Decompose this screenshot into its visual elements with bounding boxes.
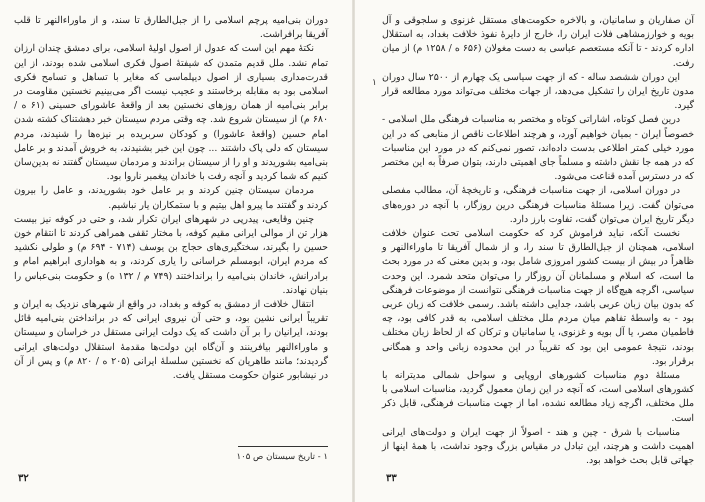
right-paragraph-2: این دوران ششصد ساله - که از جهت سیاسی یک چهارم از ۲۵۰۰ سال دوران مدون تاریخ ایران را تشکیل می‌دهد، از جهات مختلف می‌تواند مورد مطالعه قرار گیرد. [382, 71, 694, 112]
left-paragraph-4: چنین وقایعی، پیدرپی در شهرهای ایران تکرار شد، و حتی در کوفه نیز بیست هزار تن از موالی ایرانی مقیم کوفه، با مختار ثقفی همراهی کردند تا انتقام خون حسین را بگیرند، سختگیری‌های حجاج بن یوسف (۷۱۴ - ۶۹۴ م) و طولی نکشید که مردم ایران، ابومسلم خراسانی را یاری کردند، و به هواداری ابراهیم امام و برادرانش، خاندان بنی‌امیه را برانداختند (۷۴۹ م / ۱۳۲ ه) و حکومت بنی‌عباس را بنیان نهادند. [14, 213, 329, 296]
right-paragraph-4: در دوران اسلامی، از جهت مناسبات فرهنگی، و تاریخچهٔ آن، مطالب مفصلی می‌توان گفت. زیرا مسئلهٔ مناسبات فرهنگی درین روزگار، با آنچه در دوره‌های دیگر تاریخ ایران می‌توان گفت، تفاوت بارز دارد. [382, 185, 694, 225]
right-paragraph-7: مناسبات با شرق - چین و هند - اصولاً از جهت ایران و دولت‌های ایرانی اهمیت داشت و هرچند، این تبادل در مقیاس بزرگ وجود نداشت، با همهٔ اینها از جهاتی قابل بحث خواهد بود. [382, 426, 694, 467]
right-paragraph-3: درین فصل کوتاه، اشاراتی کوتاه و مختصر به مناسبات فرهنگی ملل اسلامی - خصوصاً ایران - بمیان خواهیم آورد، و هرچند اطلاعات ناقص از منابعی که در این مورد خیلی کمتر اطلاعی بدست داده‌اند، تصور نمی‌کنم که در مورد این مناسبات که در همه جا نقش داشته و مسلماً جای اهمیتی دارند، بتوان صرفاً به این مختصر که در دسترس آمده قناعت می‌شود. [382, 114, 694, 183]
left-paragraph-5: انتقال خلافت از دمشق به کوفه و بغداد، در واقع از شهرهای نزدیک به ایران و تقریباً ایرانی نشین بود، و حتی آن نیروی ایرانی که در برانداختن بنی‌امیه قائل بودند، ایرانیان را بر آن داشت که یک دولت ایرانی مستقل در خراسان و سیستان و ماوراءالنهر بیافرینند و آن‌گاه این دولت‌ها مقدمهٔ استقلال دولت‌های ایرانی گردیدند؛ مانند طاهریان که نخستین سلسلهٔ ایرانی (۲۰۵ ه / ۸۲۰ م) و پس از آن در نیشابور عنوان حکومت مستقل یافت. [14, 299, 328, 382]
right-page-body [382, 14, 694, 467]
left-paragraph-3: مردمان سیستان چنین کردند و بر عامل خود بشوریدند، و عامل را بیرون کردند و گفتند ما پیرو اهل بیتیم و با ستمکاران یار نباشیم. [14, 185, 328, 211]
left-page [14, 14, 328, 494]
left-page-body [14, 14, 328, 440]
right-page [382, 14, 694, 494]
right-paragraph-6: مسئلهٔ دوم مناسبات کشورهای اروپایی و سواحل شمالی مدیترانه با کشورهای اسلامی است، که آنچه در این زمان معمول گردید، مناسبات اسلامی با ملل مختلف، اگرچه زیاد مطالعه نشده، اما از جهت مناسبات فرهنگی، قابل ذکر است. [382, 370, 694, 424]
left-paragraph-1: دوران بنی‌امیه پرچم اسلامی را از جبل‌الطارق تا سند، و از ماوراءالنهر تا قلب آفریقا برافراشت. [14, 15, 328, 41]
left-page-number: ۳۲ [18, 472, 29, 484]
footnote: ۱ - تاریخ سیستان ص ۱۰۵ [236, 452, 328, 462]
right-page-number: ۳۳ [386, 472, 397, 484]
footnote-divider [238, 446, 328, 447]
right-paragraph-5: نخست آنکه، نباید فراموش کرد که حکومت اسلامی تحت عنوان خلافت اسلامی، همچنان از جبل‌الطارق تا سند را، و از شمال آفریقا تا ماوراءالنهر و ظاهراً در بیش از بیست کشور امروزی شامل بود، و بدین معنی که در مورد بحث ما است، که اسلام و مسلمانان آن روزگار را می‌توان متحد شمرد. این وحدت سیاسی، اگرچه هیچ‌گاه از جهت مناسبات فرهنگی نتوانست از موضوعات فرهنگی که بدون بیان زبان عربی باشد، جدایی داشته باشد. رسمی خلافت که زبان عربی بود - به واسطهٔ تفاهم میان مردم ملل مختلف اسلامی، به قدر کافی بود، چه فاطمیان مصر، یا آل بویه و غزنوی، یا سامانیان و ترکان که از لحاظ زبان مختلف بودند، نتیجهٔ عمومی این بود که تقریباً در این محدوده زبانی واحد و همگانی برقرار بود. [382, 228, 694, 367]
right-paragraph-1: آن صفاریان و سامانیان، و بالاخره حکومت‌های مستقل غزنوی و سلجوقی و آل بویه و خوارزمشاهی فلات ایران را، خارج از دایرهٔ نفوذ خلافت بغداد، به استقلال اداره کردند - تا آنکه مستعصم عباسی به دست مغولان (۶۵۶ ه / ۱۲۵۸ م) از میان رفت. [382, 15, 694, 69]
book-gutter [352, 0, 355, 502]
left-paragraph-2: نکتهٔ مهم این است که عدول از اصول اولیهٔ اسلامی، برای دمشق چندان ارزان تمام نشد. ملل قدیم متمدن که شیفتهٔ اصول فکری اسلامی شده بودند، از این قدرت‌مداری بسیاری از اصول دیپلماسی که مغایر با تساهل و تسامح فکری اسلامی بود به مقابله برخاستند و عجیب نیست اگر می‌بینیم نخستین مقاومت در برابر بنی‌امیه از همان روزهای نخستین بعد از واقعهٔ عاشورای حسینی (۶۱ ه / ۶۸۰ م) از سیستان شروع شد. چه وقتی مردم سیستان خبر دهشتناک کشته شدن امام حسین (واقعهٔ عاشورا) و کودکان سربریده بر نیزه‌ها را شنیدند، مردم سیستان که دلی پاک داشتند ... چون این خبر بشنیدند، به خروش آمدند و بر عامل بنی‌امیه بشوریدند و او را از سیستان براندند و مردمان سیستان گفتند نه بدین‌سان کنیم که شما کردید و آنچه رفت با خاندان پیغمبر ناروا بود. [14, 43, 329, 183]
margin-note: ۱ [372, 78, 377, 88]
